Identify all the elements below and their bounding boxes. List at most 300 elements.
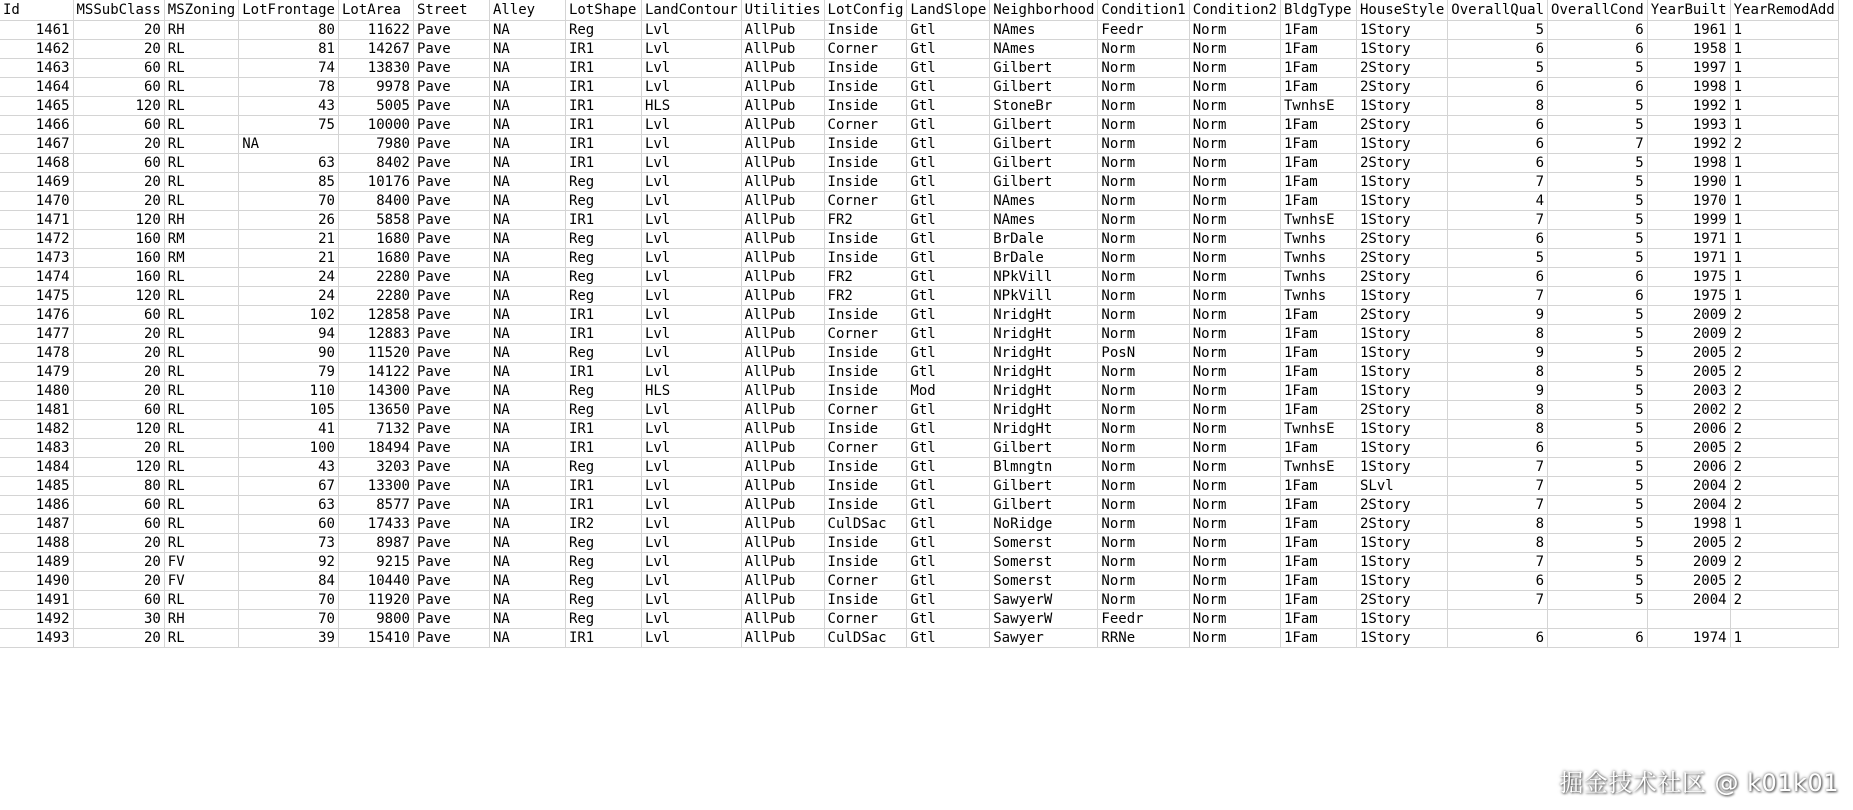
table-cell[interactable]: IR1 <box>565 153 641 172</box>
table-cell[interactable]: Lvl <box>641 39 741 58</box>
table-cell[interactable]: 5 <box>1548 400 1648 419</box>
table-cell[interactable]: AllPub <box>741 134 824 153</box>
table-cell[interactable]: 2005 <box>1647 571 1730 590</box>
table-cell[interactable]: NA <box>489 172 565 191</box>
table-cell[interactable]: Inside <box>824 495 907 514</box>
table-cell[interactable]: Gilbert <box>990 134 1098 153</box>
table-cell[interactable]: 1465 <box>0 96 73 115</box>
table-cell[interactable]: Pave <box>413 134 489 153</box>
table-cell[interactable]: NA <box>489 438 565 457</box>
table-cell[interactable]: Gtl <box>907 324 990 343</box>
table-cell[interactable]: Gtl <box>907 267 990 286</box>
table-cell[interactable]: Pave <box>413 419 489 438</box>
table-cell[interactable]: Gtl <box>907 96 990 115</box>
table-cell[interactable]: NA <box>489 457 565 476</box>
table-cell[interactable]: RL <box>164 343 238 362</box>
table-cell[interactable]: 6 <box>1548 267 1648 286</box>
table-cell[interactable]: Gtl <box>907 495 990 514</box>
table-cell[interactable]: NA <box>489 362 565 381</box>
table-cell[interactable]: 78 <box>239 77 339 96</box>
table-cell[interactable]: 6 <box>1448 153 1548 172</box>
table-cell[interactable]: 6 <box>1548 628 1648 647</box>
table-cell[interactable]: 5 <box>1548 495 1648 514</box>
table-cell[interactable]: 1463 <box>0 58 73 77</box>
table-cell[interactable]: 1464 <box>0 77 73 96</box>
table-cell[interactable]: AllPub <box>741 457 824 476</box>
table-cell[interactable]: Twnhs <box>1281 286 1357 305</box>
table-cell[interactable]: 1Fam <box>1281 324 1357 343</box>
table-cell[interactable]: Reg <box>565 457 641 476</box>
table-cell[interactable]: AllPub <box>741 115 824 134</box>
column-header[interactable]: Neighborhood <box>990 0 1098 20</box>
table-cell[interactable]: Norm <box>1098 77 1189 96</box>
table-cell[interactable]: Norm <box>1098 533 1189 552</box>
column-header[interactable]: Condition2 <box>1189 0 1280 20</box>
table-cell[interactable]: IR1 <box>565 628 641 647</box>
table-cell[interactable]: 102 <box>239 305 339 324</box>
table-cell[interactable]: Lvl <box>641 362 741 381</box>
table-cell[interactable]: 20 <box>73 571 164 590</box>
table-cell[interactable]: 1Fam <box>1281 609 1357 628</box>
table-cell[interactable]: 8 <box>1448 362 1548 381</box>
table-cell[interactable]: NA <box>489 495 565 514</box>
table-cell[interactable]: Pave <box>413 628 489 647</box>
table-cell[interactable]: Inside <box>824 229 907 248</box>
column-header[interactable]: LotConfig <box>824 0 907 20</box>
column-header[interactable]: LotShape <box>565 0 641 20</box>
table-cell[interactable]: AllPub <box>741 514 824 533</box>
table-cell[interactable]: Norm <box>1189 286 1280 305</box>
table-cell[interactable]: Gtl <box>907 457 990 476</box>
table-cell[interactable]: AllPub <box>741 210 824 229</box>
table-cell[interactable]: 1Story <box>1357 343 1448 362</box>
table-cell[interactable]: 2Story <box>1357 590 1448 609</box>
table-cell[interactable]: Gtl <box>907 362 990 381</box>
table-cell[interactable]: 6 <box>1448 628 1548 647</box>
table-cell[interactable]: Norm <box>1098 400 1189 419</box>
table-cell[interactable]: 1Story <box>1357 96 1448 115</box>
table-cell[interactable]: Inside <box>824 134 907 153</box>
table-cell[interactable]: 1998 <box>1647 77 1730 96</box>
table-cell[interactable]: Gilbert <box>990 58 1098 77</box>
table-cell[interactable]: 1Story <box>1357 191 1448 210</box>
table-cell[interactable]: 6 <box>1448 134 1548 153</box>
table-cell[interactable]: Inside <box>824 305 907 324</box>
table-cell[interactable]: 2 <box>1730 324 1838 343</box>
table-cell[interactable]: 1Fam <box>1281 628 1357 647</box>
table-cell[interactable]: 1 <box>1730 96 1838 115</box>
table-cell[interactable]: NridgHt <box>990 324 1098 343</box>
table-cell[interactable]: CulDSac <box>824 628 907 647</box>
table-cell[interactable]: 63 <box>239 153 339 172</box>
table-cell[interactable]: 5 <box>1548 58 1648 77</box>
table-cell[interactable]: Pave <box>413 590 489 609</box>
table-cell[interactable]: 1990 <box>1647 172 1730 191</box>
table-cell[interactable]: Norm <box>1098 134 1189 153</box>
table-cell[interactable]: Gilbert <box>990 476 1098 495</box>
table-cell[interactable]: Norm <box>1098 419 1189 438</box>
table-cell[interactable]: Gtl <box>907 210 990 229</box>
table-cell[interactable]: 2009 <box>1647 552 1730 571</box>
table-cell[interactable]: NridgHt <box>990 305 1098 324</box>
table-cell[interactable]: 60 <box>73 400 164 419</box>
table-cell[interactable]: 8402 <box>338 153 413 172</box>
table-cell[interactable]: 5 <box>1548 115 1648 134</box>
column-header[interactable]: HouseStyle <box>1357 0 1448 20</box>
table-cell[interactable]: Inside <box>824 457 907 476</box>
table-cell[interactable]: 1Fam <box>1281 495 1357 514</box>
table-cell[interactable]: Lvl <box>641 552 741 571</box>
table-cell[interactable]: Pave <box>413 381 489 400</box>
table-cell[interactable]: Twnhs <box>1281 229 1357 248</box>
table-cell[interactable]: 1Fam <box>1281 590 1357 609</box>
table-cell[interactable]: Corner <box>824 324 907 343</box>
table-cell[interactable]: AllPub <box>741 324 824 343</box>
table-cell[interactable]: 1Fam <box>1281 20 1357 39</box>
column-header[interactable]: LandSlope <box>907 0 990 20</box>
table-cell[interactable]: Pave <box>413 362 489 381</box>
table-cell[interactable]: 1 <box>1730 248 1838 267</box>
table-cell[interactable]: Inside <box>824 381 907 400</box>
table-cell[interactable]: Norm <box>1098 153 1189 172</box>
table-cell[interactable]: 2Story <box>1357 58 1448 77</box>
table-cell[interactable]: Corner <box>824 39 907 58</box>
table-cell[interactable]: Norm <box>1189 172 1280 191</box>
table-cell[interactable]: AllPub <box>741 438 824 457</box>
table-cell[interactable]: Gtl <box>907 191 990 210</box>
table-cell[interactable]: 1Fam <box>1281 153 1357 172</box>
table-cell[interactable]: IR1 <box>565 362 641 381</box>
table-cell[interactable]: 1469 <box>0 172 73 191</box>
table-cell[interactable]: Norm <box>1098 571 1189 590</box>
table-cell[interactable]: 6 <box>1548 286 1648 305</box>
table-cell[interactable]: 8 <box>1448 533 1548 552</box>
table-cell[interactable]: NA <box>489 115 565 134</box>
table-cell[interactable]: 1 <box>1730 210 1838 229</box>
table-cell[interactable]: 1 <box>1730 267 1838 286</box>
table-cell[interactable]: Inside <box>824 77 907 96</box>
table-cell[interactable]: FR2 <box>824 210 907 229</box>
table-cell[interactable]: 1Fam <box>1281 552 1357 571</box>
table-cell[interactable]: Gtl <box>907 20 990 39</box>
table-cell[interactable]: RL <box>164 476 238 495</box>
table-cell[interactable]: NA <box>489 419 565 438</box>
table-cell[interactable]: 1470 <box>0 191 73 210</box>
column-header[interactable]: Utilities <box>741 0 824 20</box>
table-cell[interactable]: 7 <box>1448 286 1548 305</box>
table-cell[interactable]: Norm <box>1098 267 1189 286</box>
table-cell[interactable]: 2005 <box>1647 438 1730 457</box>
table-cell[interactable]: 80 <box>73 476 164 495</box>
table-cell[interactable]: 20 <box>73 628 164 647</box>
table-cell[interactable]: Norm <box>1189 267 1280 286</box>
table-cell[interactable]: Norm <box>1189 20 1280 39</box>
table-cell[interactable]: 1Story <box>1357 571 1448 590</box>
table-cell[interactable]: 5005 <box>338 96 413 115</box>
table-cell[interactable]: Pave <box>413 571 489 590</box>
table-cell[interactable]: 11920 <box>338 590 413 609</box>
column-header[interactable]: LotFrontage <box>239 0 339 20</box>
table-cell[interactable]: 1472 <box>0 229 73 248</box>
table-cell[interactable]: 6 <box>1448 39 1548 58</box>
table-cell[interactable]: NAmes <box>990 210 1098 229</box>
table-cell[interactable]: Norm <box>1098 514 1189 533</box>
table-cell[interactable]: 2Story <box>1357 248 1448 267</box>
table-cell[interactable]: 2004 <box>1647 476 1730 495</box>
table-cell[interactable]: RL <box>164 457 238 476</box>
table-cell[interactable]: 2 <box>1730 552 1838 571</box>
table-cell[interactable]: 70 <box>239 609 339 628</box>
table-cell[interactable]: 120 <box>73 286 164 305</box>
table-cell[interactable]: TwnhsE <box>1281 419 1357 438</box>
table-cell[interactable]: 9 <box>1448 305 1548 324</box>
table-cell[interactable]: 1 <box>1730 39 1838 58</box>
table-cell[interactable]: Norm <box>1189 552 1280 571</box>
table-cell[interactable]: 1Fam <box>1281 305 1357 324</box>
table-cell[interactable]: Reg <box>565 571 641 590</box>
table-cell[interactable]: 8 <box>1448 514 1548 533</box>
table-cell[interactable]: 9 <box>1448 381 1548 400</box>
table-cell[interactable]: Corner <box>824 115 907 134</box>
table-cell[interactable]: Gtl <box>907 286 990 305</box>
table-cell[interactable]: 1485 <box>0 476 73 495</box>
table-cell[interactable]: RH <box>164 609 238 628</box>
table-cell[interactable]: RL <box>164 438 238 457</box>
table-cell[interactable]: 5 <box>1448 20 1548 39</box>
table-cell[interactable]: 60 <box>73 115 164 134</box>
table-cell[interactable]: Norm <box>1189 134 1280 153</box>
table-cell[interactable]: NA <box>489 134 565 153</box>
table-cell[interactable]: NridgHt <box>990 400 1098 419</box>
table-cell[interactable]: RL <box>164 628 238 647</box>
table-cell[interactable]: RL <box>164 134 238 153</box>
table-cell[interactable]: PosN <box>1098 343 1189 362</box>
table-cell[interactable]: AllPub <box>741 628 824 647</box>
table-cell[interactable]: Pave <box>413 495 489 514</box>
table-cell[interactable]: AllPub <box>741 172 824 191</box>
table-cell[interactable]: Gilbert <box>990 438 1098 457</box>
table-cell[interactable]: 1Story <box>1357 286 1448 305</box>
table-cell[interactable]: NA <box>239 134 339 153</box>
table-cell[interactable]: RL <box>164 362 238 381</box>
table-cell[interactable]: 5 <box>1548 476 1648 495</box>
table-cell[interactable]: Gtl <box>907 77 990 96</box>
table-cell[interactable]: 1 <box>1730 58 1838 77</box>
table-cell[interactable]: Gtl <box>907 476 990 495</box>
table-cell[interactable]: 63 <box>239 495 339 514</box>
table-cell[interactable]: NA <box>489 552 565 571</box>
table-cell[interactable]: 2005 <box>1647 343 1730 362</box>
table-cell[interactable]: 1680 <box>338 229 413 248</box>
table-cell[interactable]: 1975 <box>1647 267 1730 286</box>
table-cell[interactable]: Norm <box>1098 495 1189 514</box>
table-cell[interactable]: 1468 <box>0 153 73 172</box>
table-cell[interactable]: Pave <box>413 305 489 324</box>
table-cell[interactable]: 1482 <box>0 419 73 438</box>
table-cell[interactable]: Gilbert <box>990 153 1098 172</box>
table-cell[interactable]: 2 <box>1730 305 1838 324</box>
table-cell[interactable]: 8 <box>1448 96 1548 115</box>
table-cell[interactable]: NoRidge <box>990 514 1098 533</box>
table-cell[interactable]: IR1 <box>565 305 641 324</box>
table-cell[interactable]: 1Fam <box>1281 39 1357 58</box>
table-cell[interactable]: HLS <box>641 381 741 400</box>
table-cell[interactable]: Lvl <box>641 628 741 647</box>
table-cell[interactable]: Somerst <box>990 533 1098 552</box>
table-cell[interactable]: 5 <box>1548 457 1648 476</box>
table-cell[interactable]: AllPub <box>741 343 824 362</box>
table-cell[interactable]: Norm <box>1189 362 1280 381</box>
table-cell[interactable]: Gtl <box>907 305 990 324</box>
table-cell[interactable]: Norm <box>1189 533 1280 552</box>
table-cell[interactable]: Lvl <box>641 115 741 134</box>
table-cell[interactable]: 17433 <box>338 514 413 533</box>
table-cell[interactable]: IR1 <box>565 438 641 457</box>
table-cell[interactable]: 1490 <box>0 571 73 590</box>
table-cell[interactable]: Norm <box>1098 96 1189 115</box>
table-cell[interactable]: 100 <box>239 438 339 457</box>
table-cell[interactable]: RL <box>164 533 238 552</box>
table-cell[interactable]: 1492 <box>0 609 73 628</box>
table-cell[interactable]: Gtl <box>907 514 990 533</box>
table-cell[interactable]: 8 <box>1448 419 1548 438</box>
table-cell[interactable]: 1 <box>1730 628 1838 647</box>
table-cell[interactable]: Pave <box>413 343 489 362</box>
table-cell[interactable]: AllPub <box>741 191 824 210</box>
table-cell[interactable]: Twnhs <box>1281 267 1357 286</box>
table-cell[interactable]: 5 <box>1548 381 1648 400</box>
table-cell[interactable]: Norm <box>1098 191 1189 210</box>
table-cell[interactable]: 1Fam <box>1281 77 1357 96</box>
table-cell[interactable]: SawyerW <box>990 590 1098 609</box>
table-cell[interactable]: 1489 <box>0 552 73 571</box>
table-cell[interactable]: 21 <box>239 229 339 248</box>
table-cell[interactable]: 1Story <box>1357 20 1448 39</box>
table-cell[interactable]: 5 <box>1548 96 1648 115</box>
table-cell[interactable]: 8987 <box>338 533 413 552</box>
table-cell[interactable]: 73 <box>239 533 339 552</box>
table-cell[interactable]: 7 <box>1548 134 1648 153</box>
table-cell[interactable]: StoneBr <box>990 96 1098 115</box>
table-cell[interactable]: Blmngtn <box>990 457 1098 476</box>
table-cell[interactable]: Gilbert <box>990 172 1098 191</box>
table-cell[interactable]: AllPub <box>741 381 824 400</box>
table-cell[interactable]: Inside <box>824 96 907 115</box>
table-cell[interactable]: 1Story <box>1357 134 1448 153</box>
table-cell[interactable]: 60 <box>73 153 164 172</box>
table-cell[interactable]: Gilbert <box>990 77 1098 96</box>
table-cell[interactable]: 2Story <box>1357 77 1448 96</box>
table-cell[interactable]: Norm <box>1189 191 1280 210</box>
table-cell[interactable]: Norm <box>1189 438 1280 457</box>
table-cell[interactable]: Norm <box>1098 324 1189 343</box>
table-cell[interactable] <box>1647 609 1730 628</box>
table-cell[interactable]: 5 <box>1548 514 1648 533</box>
table-cell[interactable]: 1471 <box>0 210 73 229</box>
table-cell[interactable]: Pave <box>413 476 489 495</box>
table-cell[interactable]: NridgHt <box>990 362 1098 381</box>
table-cell[interactable]: NA <box>489 628 565 647</box>
table-cell[interactable]: 5 <box>1548 248 1648 267</box>
table-cell[interactable]: NA <box>489 153 565 172</box>
table-cell[interactable]: RL <box>164 305 238 324</box>
table-cell[interactable]: Corner <box>824 438 907 457</box>
column-header[interactable]: YearBuilt <box>1647 0 1730 20</box>
table-cell[interactable]: AllPub <box>741 305 824 324</box>
table-cell[interactable]: Reg <box>565 552 641 571</box>
table-cell[interactable]: 6 <box>1548 77 1648 96</box>
table-cell[interactable]: 2 <box>1730 419 1838 438</box>
table-cell[interactable]: 7980 <box>338 134 413 153</box>
table-cell[interactable]: RL <box>164 381 238 400</box>
table-cell[interactable]: 2002 <box>1647 400 1730 419</box>
table-cell[interactable]: 20 <box>73 191 164 210</box>
table-cell[interactable]: NA <box>489 476 565 495</box>
table-cell[interactable]: 2Story <box>1357 115 1448 134</box>
table-cell[interactable]: 1 <box>1730 286 1838 305</box>
table-cell[interactable]: 1992 <box>1647 96 1730 115</box>
table-cell[interactable]: NA <box>489 533 565 552</box>
table-cell[interactable]: Gtl <box>907 153 990 172</box>
table-cell[interactable]: BrDale <box>990 229 1098 248</box>
table-cell[interactable]: 1999 <box>1647 210 1730 229</box>
table-cell[interactable]: AllPub <box>741 153 824 172</box>
table-cell[interactable]: Pave <box>413 20 489 39</box>
table-cell[interactable]: Pave <box>413 400 489 419</box>
table-cell[interactable]: 1475 <box>0 286 73 305</box>
table-cell[interactable]: IR1 <box>565 115 641 134</box>
table-cell[interactable]: 1481 <box>0 400 73 419</box>
table-cell[interactable]: 2 <box>1730 476 1838 495</box>
table-cell[interactable]: RH <box>164 210 238 229</box>
table-cell[interactable]: Inside <box>824 590 907 609</box>
table-cell[interactable]: 7 <box>1448 457 1548 476</box>
table-cell[interactable]: 2005 <box>1647 362 1730 381</box>
table-cell[interactable]: 1Story <box>1357 210 1448 229</box>
table-cell[interactable]: Gilbert <box>990 115 1098 134</box>
table-cell[interactable]: Norm <box>1098 39 1189 58</box>
table-cell[interactable]: 18494 <box>338 438 413 457</box>
table-cell[interactable]: Pave <box>413 286 489 305</box>
table-cell[interactable]: 2280 <box>338 286 413 305</box>
table-cell[interactable]: NPkVill <box>990 267 1098 286</box>
table-cell[interactable]: 20 <box>73 39 164 58</box>
table-cell[interactable] <box>1548 609 1648 628</box>
table-cell[interactable]: Lvl <box>641 77 741 96</box>
table-cell[interactable]: Corner <box>824 609 907 628</box>
table-cell[interactable]: 60 <box>73 77 164 96</box>
table-cell[interactable]: 1Fam <box>1281 362 1357 381</box>
table-cell[interactable]: Pave <box>413 552 489 571</box>
table-cell[interactable]: 8577 <box>338 495 413 514</box>
table-cell[interactable]: Gtl <box>907 571 990 590</box>
table-cell[interactable]: 1486 <box>0 495 73 514</box>
table-cell[interactable]: 20 <box>73 172 164 191</box>
table-cell[interactable]: Norm <box>1189 77 1280 96</box>
table-cell[interactable]: Norm <box>1098 362 1189 381</box>
table-cell[interactable]: Norm <box>1098 590 1189 609</box>
table-cell[interactable]: 1Fam <box>1281 134 1357 153</box>
table-cell[interactable]: NA <box>489 77 565 96</box>
table-cell[interactable]: Norm <box>1189 153 1280 172</box>
table-cell[interactable]: Inside <box>824 20 907 39</box>
table-cell[interactable]: 2009 <box>1647 305 1730 324</box>
table-cell[interactable]: 60 <box>239 514 339 533</box>
table-cell[interactable]: 5 <box>1448 58 1548 77</box>
table-cell[interactable]: IR1 <box>565 39 641 58</box>
table-cell[interactable]: AllPub <box>741 267 824 286</box>
table-cell[interactable]: NA <box>489 229 565 248</box>
